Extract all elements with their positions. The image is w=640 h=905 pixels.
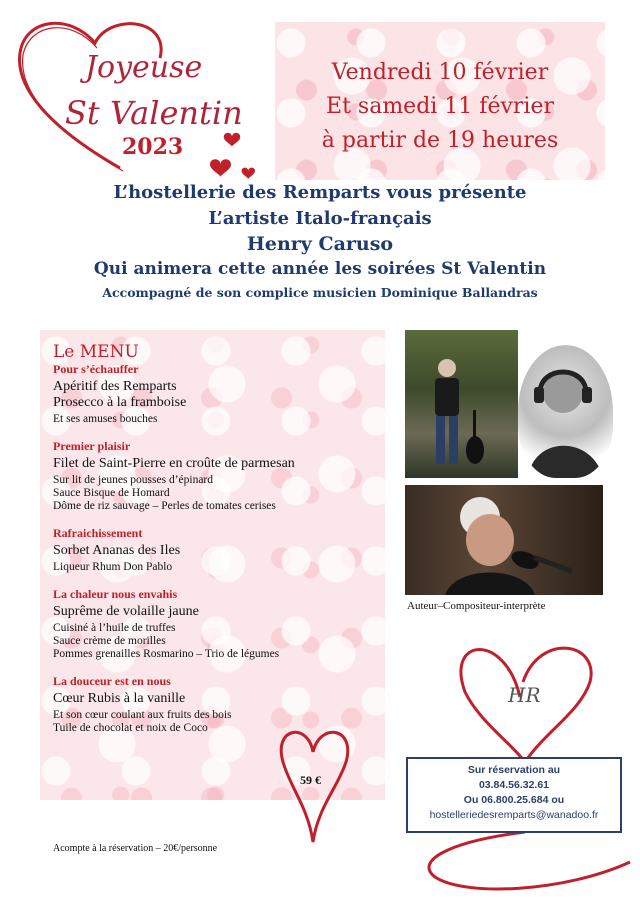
intro-line1: L’hostellerie des Remparts vous présente: [113, 182, 527, 203]
photo-caption: Auteur–Compositeur-interprète: [407, 600, 546, 612]
small-hearts-icon: [210, 126, 270, 186]
menu-item: Prosecco à la framboise: [53, 395, 187, 410]
section-heading: Rafraichissement: [53, 526, 143, 540]
menu-item: Suprême de volaille jaune: [53, 604, 199, 619]
menu-section: [53, 526, 383, 573]
menu-item-detail: Liqueur Rhum Don Pablo: [53, 561, 173, 573]
menu-item-detail: Et ses amuses bouches: [53, 413, 158, 425]
intro-line4: Qui animera cette année les soirées St Valentin: [93, 259, 547, 279]
logo-year: 2023: [122, 134, 184, 160]
reservation-label: Sur réservation au: [467, 764, 561, 776]
menu-item-detail: Tuile de chocolat et noix de Coco: [53, 722, 208, 734]
menu-item-detail: Sauce Bisque de Homard: [53, 487, 170, 499]
intro-line2: L’artiste Italo-français: [208, 208, 432, 229]
reservation-box: [406, 757, 622, 833]
reservation-email[interactable]: hostelleriedesremparts@wanadoo.fr: [429, 809, 599, 821]
person-silhouette-icon: [405, 330, 518, 478]
reservation-phone[interactable]: 03.84.56.32.61: [478, 779, 550, 791]
menu-section: [53, 362, 383, 425]
menu-item-detail: Pommes grenailles Rosmarino – Trio de légumes: [53, 648, 280, 660]
date-line2: Et samedi 11 février: [326, 94, 554, 119]
intro-line5: Accompagné de son complice musicien Dominique Ballandras: [102, 285, 538, 300]
menu-item: Sorbet Ananas des Iles: [53, 543, 181, 558]
date-line1: Vendredi 10 février: [331, 60, 549, 85]
valentine-logo: [10, 8, 260, 178]
headphones-portrait-icon: [518, 345, 613, 478]
menu-item-detail: Sauce crème de morilles: [53, 635, 166, 647]
date-banner: [275, 22, 605, 180]
artist-photo-singing: [405, 485, 603, 595]
logo-line2: St Valentin: [65, 94, 243, 132]
menu-item-detail: Sur lit de jeunes pousses d’épinard: [53, 474, 214, 486]
deposit-note: Acompte à la réservation – 20€/personne: [53, 843, 218, 854]
section-heading: Pour s’échauffer: [53, 362, 139, 376]
menu-section: [53, 439, 383, 512]
menu-title: Le MENU: [53, 342, 139, 362]
menu-item-detail: Cuisiné à l’huile de truffes: [53, 622, 176, 634]
menu: [53, 342, 383, 734]
hr-logo: HR: [508, 683, 541, 707]
menu-item: Cœur Rubis à la vanille: [53, 691, 186, 706]
menu-price: 59 €: [300, 773, 321, 787]
artist-name: Henry Caruso: [246, 233, 394, 255]
artist-photo-outdoor: [405, 330, 518, 478]
section-heading: Premier plaisir: [53, 439, 131, 453]
menu-item: Filet de Saint-Pierre en croûte de parmesan: [53, 456, 295, 471]
reservation-phone-alt[interactable]: Ou 06.800.25.684 ou: [463, 794, 565, 806]
logo-line1: Joyeuse: [85, 50, 203, 85]
section-heading: La douceur est en nous: [53, 674, 171, 688]
menu-item-detail: Dôme de riz sauvage – Perles de tomates cerises: [53, 500, 276, 512]
section-heading: La chaleur nous envahis: [53, 587, 178, 601]
menu-item-detail: Et son cœur coulant aux fruits des bois: [53, 709, 232, 721]
artist-photo-headphones: [518, 345, 613, 478]
menu-item: Apéritif des Remparts: [53, 379, 177, 394]
singer-microphone-icon: [405, 485, 603, 595]
date-line3: à partir de 19 heures: [321, 128, 559, 153]
menu-section: [53, 587, 383, 660]
